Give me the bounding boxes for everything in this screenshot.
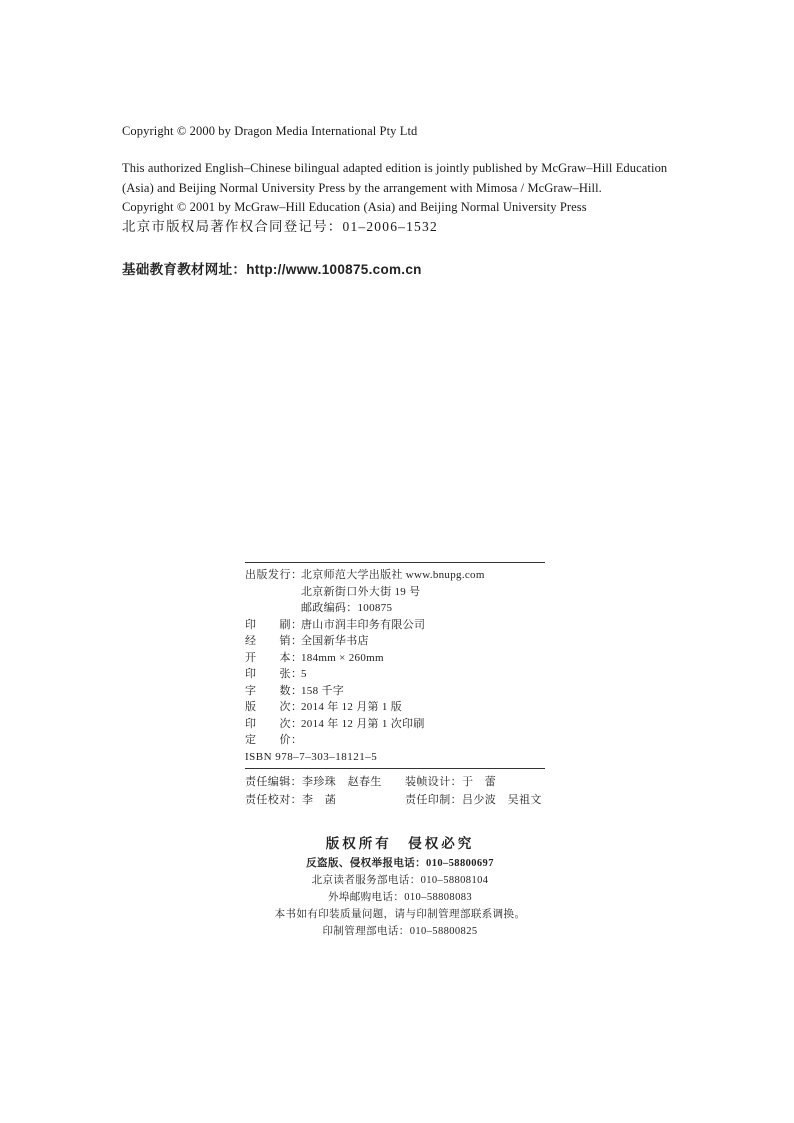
printing-label: 印 次： <box>245 717 303 730</box>
copyright-block <box>122 122 682 279</box>
distributor-value: 全国新华书店 <box>301 635 369 647</box>
address-row <box>245 584 545 601</box>
edition-row <box>245 699 545 716</box>
print-management-phone: 印制管理部电话：010–58800825 <box>322 926 478 937</box>
edition-value: 2014 年 12 月第 1 版 <box>301 701 403 713</box>
isbn-row <box>245 749 545 766</box>
anti-piracy-phone: 反盗版、侵权举报电话：010–58800697 <box>306 858 494 869</box>
print-manager-credit: 责任印制：吕少波 吴祖文 <box>405 794 542 806</box>
sheets-row <box>245 666 545 683</box>
publishing-info-block <box>245 562 545 809</box>
proofreader-credit: 责任校对：李 菡 <box>245 794 337 806</box>
printing-row <box>245 716 545 733</box>
format-row <box>245 650 545 667</box>
design-credit: 装帧设计：于 蕾 <box>405 776 497 788</box>
sheets-label: 印 张： <box>245 668 303 680</box>
printer-row <box>245 617 545 634</box>
format-value: 184mm × 260mm <box>301 651 384 664</box>
publisher-value: 北京师范大学出版社 www.bnupg.com <box>301 569 485 581</box>
textbook-website-line: 基础教育教材网址：http://www.100875.com.cn <box>122 262 422 277</box>
word-count-label: 字 数： <box>245 684 303 697</box>
printer-label: 印 刷： <box>245 618 303 631</box>
price-label: 定 价： <box>245 734 303 746</box>
address-value: 北京新街口外大街 19 号 <box>301 585 421 598</box>
printer-value: 唐山市润丰印务有限公司 <box>301 618 426 631</box>
isbn-value: ISBN 978–7–303–18121–5 <box>245 750 378 763</box>
postcode-value: 邮政编码：100875 <box>301 602 393 614</box>
reader-service-phone: 北京读者服务部电话：010–58808104 <box>311 875 489 886</box>
mail-order-phone: 外埠邮购电话：010–58808083 <box>327 892 473 903</box>
publisher-label: 出版发行： <box>245 569 303 581</box>
word-count-row <box>245 683 545 700</box>
edition-label: 版 次： <box>245 701 303 713</box>
quality-issue-notice: 本书如有印装质量问题，请与印制管理部联系调换。 <box>274 909 526 920</box>
publisher-row <box>245 567 545 584</box>
word-count-value: 158 千字 <box>301 684 345 697</box>
rights-title: 版权所有 侵权必究 <box>325 836 475 852</box>
copyright-line-2001: Copyright © 2001 by McGraw–Hill Education (Asia) and Beijing Normal University Press <box>122 200 587 214</box>
copyright-line-2000: Copyright © 2000 by Dragon Media International Pty Ltd <box>122 124 418 138</box>
postcode-row <box>245 600 545 617</box>
sheets-value: 5 <box>301 668 307 680</box>
format-label: 开 本： <box>245 651 303 664</box>
price-row <box>245 732 545 749</box>
contract-registration-number: 北京市版权局著作权合同登记号：01–2006–1532 <box>122 219 438 234</box>
rights-block <box>250 833 550 940</box>
staff-row-2 <box>245 791 545 809</box>
distributor-row <box>245 633 545 650</box>
editor-credit: 责任编辑：李珍珠 赵春生 <box>245 776 382 788</box>
authorized-edition-notice: This authorized English–Chinese bilingual adapted edition is jointly published by McGraw–Hill Education (Asia) and Beijing Normal University Press by the arrangement with Mimosa / McGraw–Hill. <box>122 161 668 195</box>
distributor-label: 经 销： <box>245 635 303 647</box>
staff-row-1 <box>245 773 545 791</box>
printing-value: 2014 年 12 月第 1 次印刷 <box>301 717 425 730</box>
